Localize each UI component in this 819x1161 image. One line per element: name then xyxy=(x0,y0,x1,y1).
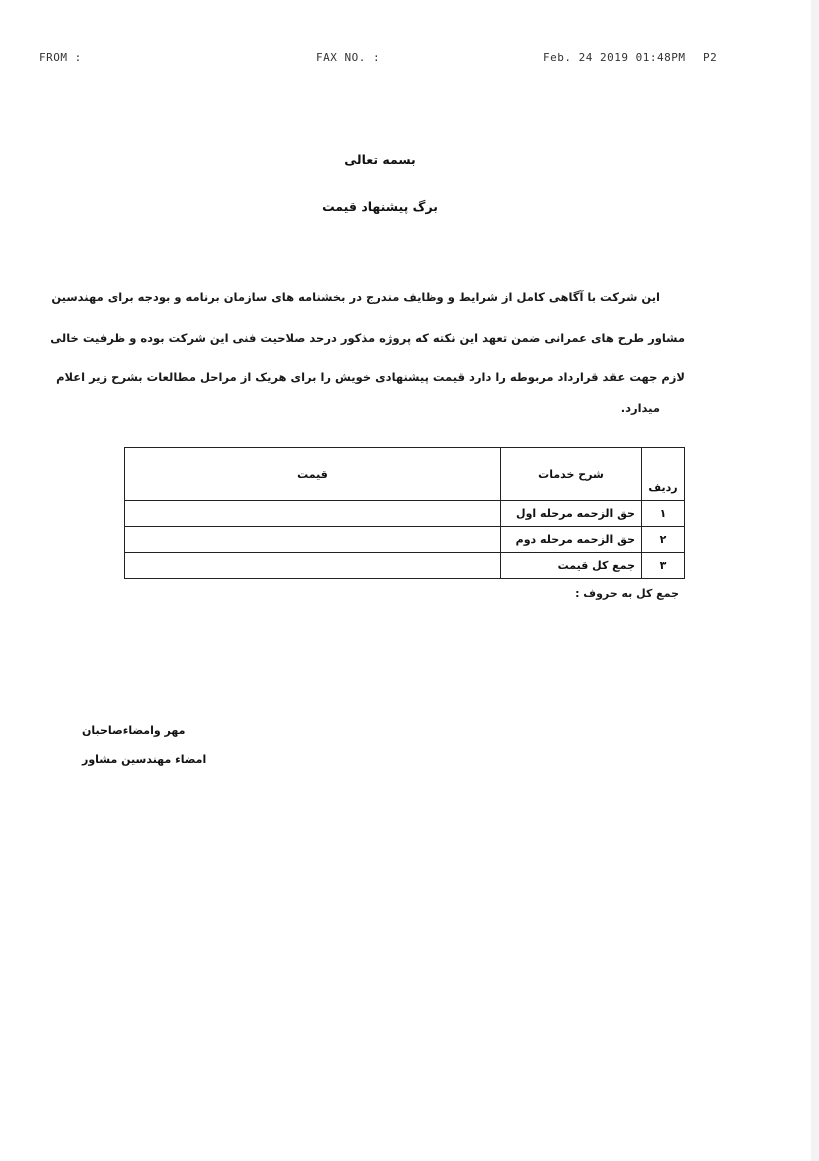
table-header-row xyxy=(125,448,685,501)
header-price: قیمت xyxy=(125,448,501,501)
paragraph-line: مشاور طرح های عمرانی ضمن تعهد این نکته که پروژه مذکور درحد صلاحیت فنی این شرکت بوده و ظرفیت خالی xyxy=(50,331,685,345)
table-row xyxy=(125,501,685,527)
fax-from: FROM : xyxy=(39,51,82,64)
table-row xyxy=(125,553,685,579)
row-number: ۱ xyxy=(642,501,685,527)
fax-number: FAX NO. : xyxy=(316,51,381,64)
total-in-words-label: جمع کل به حروف : xyxy=(575,587,679,600)
scan-edge xyxy=(811,0,819,1161)
signature-consultants: امضاء مهندسین مشاور xyxy=(82,753,207,766)
row-number: ۲ xyxy=(642,527,685,553)
paragraph-line: لازم جهت عقد قرارداد مربوطه را دارد قیمت پیشنهادی خویش را برای هریک از مراحل مطالعات بشرح زیر اعلام xyxy=(56,370,685,384)
fax-page: P2 xyxy=(703,51,718,64)
price-table xyxy=(124,447,685,579)
row-price xyxy=(125,527,501,553)
row-service: حق الزحمه مرحله دوم xyxy=(501,527,642,553)
heading: بسمه تعالی xyxy=(344,152,416,167)
signature-owners: مهر وامضاءصاحبان xyxy=(82,724,186,737)
row-price xyxy=(125,501,501,527)
paragraph-line: این شرکت با آگاهی کامل از شرایط و وظایف مندرج در بخشنامه های سازمان برنامه و بودجه برای مهندسین xyxy=(51,290,660,304)
paragraph-line: میدارد. xyxy=(620,401,660,415)
header-row-number: ردیف xyxy=(642,448,685,501)
row-number: ۳ xyxy=(642,553,685,579)
table-row xyxy=(125,527,685,553)
fax-datetime: Feb. 24 2019 01:48PM xyxy=(543,51,686,64)
row-service: حق الزحمه مرحله اول xyxy=(501,501,642,527)
row-service: جمع کل قیمت xyxy=(501,553,642,579)
header-services: شرح خدمات xyxy=(501,448,642,501)
page-title: برگ پیشنهاد قیمت xyxy=(322,199,438,214)
row-price xyxy=(125,553,501,579)
